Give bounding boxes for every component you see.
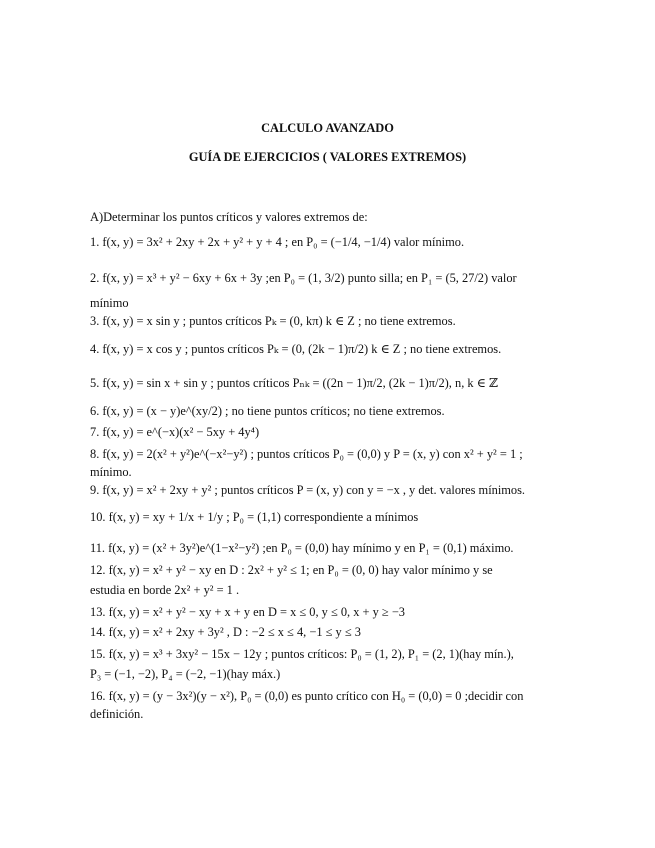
exercise-11: 11. f(x, y) = (x² + 3y²)e^(1−x²−y²) ;en P₀ = (0,0) hay mínimo y en P₁ = (0,1) máximo.	[90, 541, 514, 555]
exercise-5: 5. f(x, y) = sin x + sin y ; puntos críticos Pₙₖ = ((2n − 1)π/2, (2k − 1)π/2), n, k ∈ ℤ	[90, 376, 499, 390]
exercise-3: 3. f(x, y) = x sin y ; puntos críticos Pₖ = (0, kπ) k ∈ Z ; no tiene extremos.	[90, 314, 456, 328]
exercise-7: 7. f(x, y) = e^(−x)(x² − 5xy + 4y⁴)	[90, 425, 260, 439]
exercise-6: 6. f(x, y) = (x − y)e^(xy/2) ; no tiene puntos críticos; no tiene extremos.	[90, 404, 445, 418]
instructions: A)Determinar los puntos críticos y valores extremos de:	[90, 210, 368, 224]
exercise-10: 10. f(x, y) = xy + 1/x + 1/y ; P₀ = (1,1) correspondiente a mínimos	[90, 510, 419, 524]
exercise-13: 13. f(x, y) = x² + y² − xy + x + y en D = x ≤ 0, y ≤ 0, x + y ≥ −3	[90, 605, 406, 619]
exercise-14: 14. f(x, y) = x² + 2xy + 3y² , D : −2 ≤ x ≤ 4, −1 ≤ y ≤ 3	[90, 625, 361, 639]
exercise-8: 8. f(x, y) = 2(x² + y²)e^(−x²−y²) ; puntos críticos P₀ = (0,0) y P = (x, y) con x² + y² = 1 ;	[90, 447, 523, 461]
exercise-16: 16. f(x, y) = (y − 3x²)(y − x²), P₀ = (0,0) es punto crítico con H₀ = (0,0) = 0 ;decidir con	[90, 689, 524, 703]
exercise-8-cont: mínimo.	[90, 465, 132, 479]
page-title: CALCULO AVANZADO	[261, 121, 394, 135]
exercise-15: 15. f(x, y) = x³ + 3xy² − 15x − 12y ; puntos críticos: P₀ = (1, 2), P₁ = (2, 1)(hay mín.),	[90, 647, 514, 661]
page-subtitle: GUÍA DE EJERCICIOS ( VALORES EXTREMOS)	[188, 150, 467, 164]
exercise-15-cont: P₃ = (−1, −2), P₄ = (−2, −1)(hay máx.)	[90, 667, 281, 681]
exercise-2: 2. f(x, y) = x³ + y² − 6xy + 6x + 3y ;en P₀ = (1, 3/2) punto silla; en P₁ = (5, 27/2) valor	[90, 271, 517, 285]
exercise-4: 4. f(x, y) = x cos y ; puntos críticos Pₖ = (0, (2k − 1)π/2) k ∈ Z ; no tiene extremos.	[90, 342, 502, 356]
exercise-1: 1. f(x, y) = 3x² + 2xy + 2x + y² + y + 4 ; en P₀ = (−1/4, −1/4) valor mínimo.	[90, 235, 465, 249]
exercise-12: 12. f(x, y) = x² + y² − xy en D : 2x² + y² ≤ 1; en P₀ = (0, 0) hay valor mínimo y se	[90, 563, 493, 577]
exercise-2-cont: mínimo	[90, 296, 129, 310]
exercise-12-cont: estudia en borde 2x² + y² = 1 .	[90, 583, 240, 597]
exercise-16-cont: definición.	[90, 707, 144, 721]
exercise-9: 9. f(x, y) = x² + 2xy + y² ; puntos críticos P = (x, y) con y = −x , y det. valores mínimos.	[90, 483, 526, 497]
